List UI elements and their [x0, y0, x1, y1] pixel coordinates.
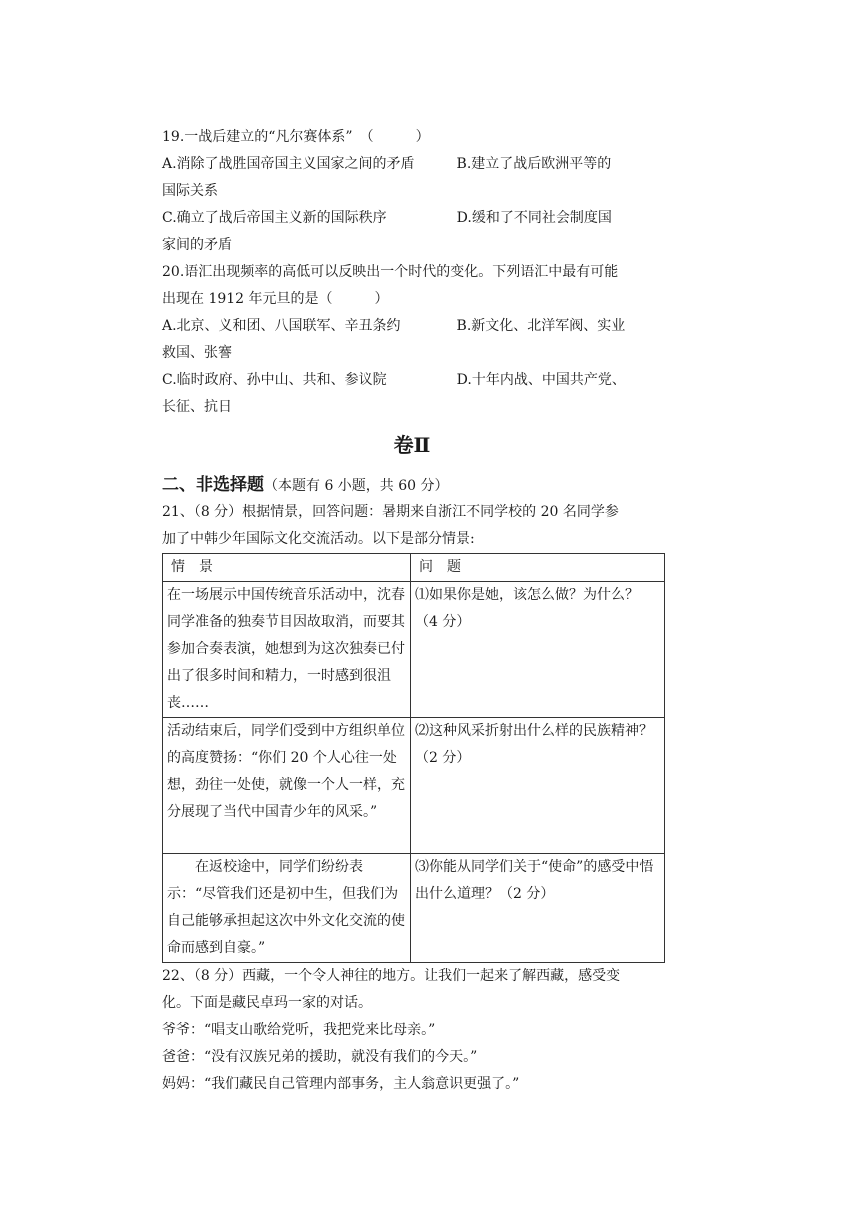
q21-stem-cont: 加了中韩少年国际文化交流活动。以下是部分情景:	[162, 531, 475, 547]
section-title: 二、非选择题	[162, 475, 264, 495]
volume-title: 卷Ⅱ	[393, 433, 431, 457]
section-heading	[162, 471, 662, 499]
q20-option-c-d: C.临时政府、孙中山、共和、参议院 D.十年内战、中国共产党、	[162, 372, 626, 388]
q22-grandpa: 爷爷：“唱支山歌给党听，我把党来比母亲。”	[162, 1022, 436, 1038]
q19-option-d-cont: 家间的矛盾	[162, 237, 232, 253]
q19-stem: 19.一战后建立的“凡尔赛体系” （ ）	[162, 129, 430, 145]
table-row	[163, 854, 665, 963]
q22-stem: 22、（8 分）西藏，一个令人神往的地方。让我们一起来了解西藏，感受变	[162, 968, 621, 984]
q22-dad: 爸爸：“没有汉族兄弟的援助，就没有我们的今天。”	[162, 1049, 478, 1065]
table-row	[163, 582, 665, 718]
section-note: （本题有 6 小题，共 60 分）	[264, 478, 449, 494]
q20-stem: 20.语汇出现频率的高低可以反映出一个时代的变化。下列语汇中最有可能	[162, 264, 619, 280]
header-scene: 情 景	[163, 554, 411, 582]
scene-cell: 活动结束后，同学们受到中方组织单位的高度赞扬：“你们 20 个人心往一处想，劲往一处使，就像一个人一样，充分展现了当代中国青少年的风采。”	[163, 718, 411, 854]
q19-option-b-cont: 国际关系	[162, 183, 218, 199]
q22-stem-cont: 化。下面是藏民卓玛一家的对话。	[162, 995, 372, 1011]
table-row	[163, 718, 665, 854]
question-cell: ⑴如果你是她，该怎么做？为什么？（4 分）	[411, 582, 665, 718]
q22-mom: 妈妈：“我们藏民自己管理内部事务，主人翁意识更强了。”	[162, 1076, 520, 1092]
question-cell: ⑶你能从同学们关于“使命”的感受中悟出什么道理？（2 分）	[411, 854, 665, 963]
q19-option-c-d: C.确立了战后帝国主义新的国际秩序 D.缓和了不同社会制度国	[162, 210, 612, 226]
scene-cell: 在返校途中，同学们纷纷表示：“尽管我们还是初中生，但我们为自己能够承担起这次中外文化交流的使命而感到自豪。”	[163, 854, 411, 963]
q20-stem-cont: 出现在 1912 年元旦的是（ ）	[162, 291, 389, 307]
q20-option-a-b: A.北京、义和团、八国联军、辛丑条约 B.新文化、北洋军阀、实业	[162, 318, 626, 334]
question-cell: ⑵这种风采折射出什么样的民族精神？（2 分）	[411, 718, 665, 854]
page-content	[162, 124, 662, 1098]
scenario-table	[162, 553, 665, 963]
q20-option-b-cont: 救国、张謇	[162, 345, 232, 361]
table-header-row	[163, 554, 665, 582]
q21-stem: 21、（8 分）根据情景，回答问题：暑期来自浙江不同学校的 20 名同学参	[162, 504, 619, 520]
header-question: 问 题	[411, 554, 665, 582]
q19-option-a-b: A.消除了战胜国帝国主义国家之间的矛盾 B.建立了战后欧洲平等的	[162, 156, 612, 172]
q20-option-d-cont: 长征、抗日	[162, 399, 232, 415]
scene-cell: 在一场展示中国传统音乐活动中，沈春同学准备的独奏节目因故取消，而要其参加合奏表演，她想到为这次独奏已付出了很多时间和精力，一时感到很沮丧……	[163, 582, 411, 718]
